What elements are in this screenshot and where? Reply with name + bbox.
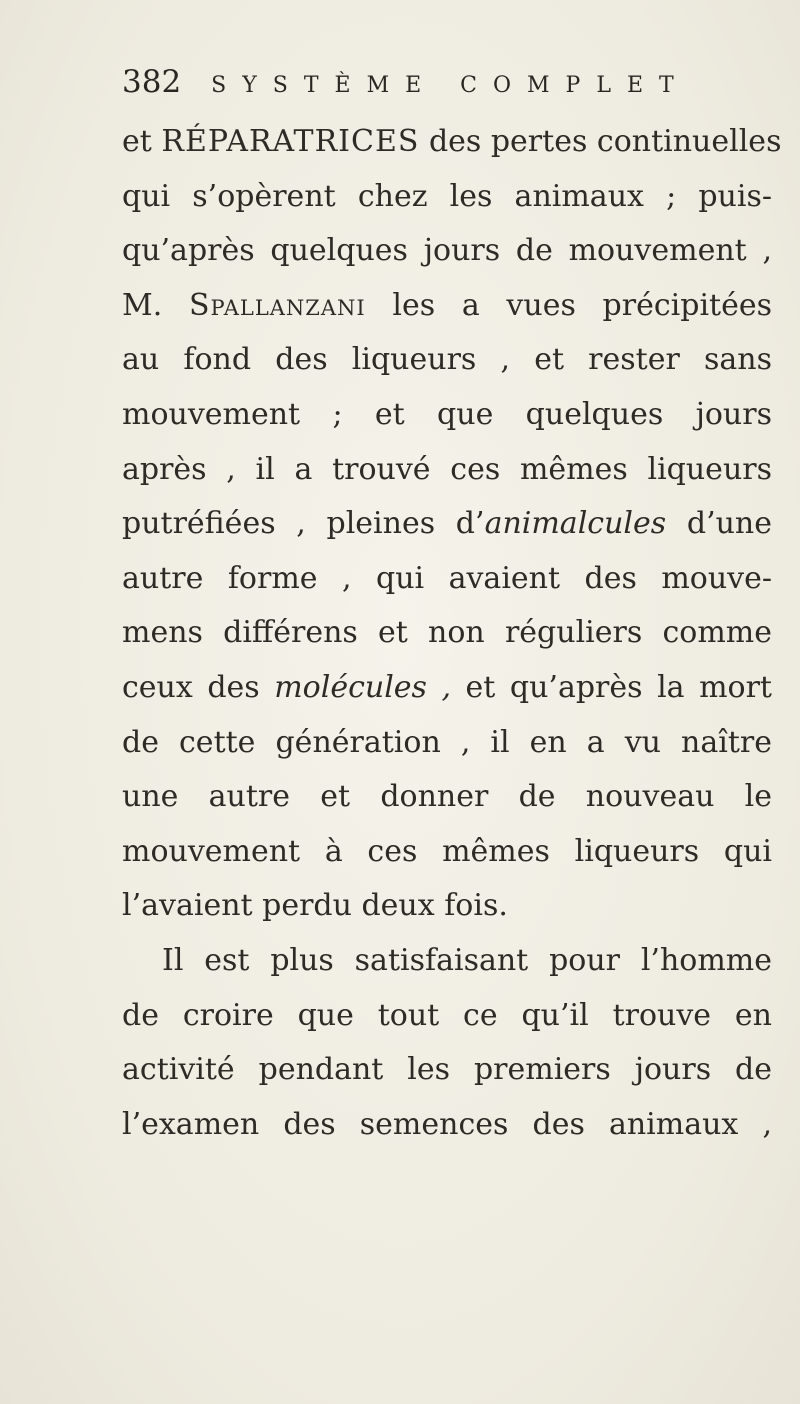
text-line: activité pendant les premiers jours de [122, 1052, 772, 1088]
body-text [122, 115, 782, 1152]
text-line: de cette génération , il en a vu naître [122, 724, 772, 760]
text-line: une autre et donner de nouveau le [122, 779, 772, 815]
text-line: Il est plus satisfaisant pour l’homme [162, 942, 772, 978]
author-name: Spallanzani [188, 287, 366, 323]
italic-term: molécules , [274, 669, 452, 705]
text-line: mouvement ; et que quelques jours [122, 396, 772, 432]
text-line: au fond des liqueurs , et rester sans [122, 342, 772, 378]
text-line: l’avaient perdu deux fois. [122, 888, 508, 924]
text-line: M. Spallanzani les a vues précipitées [122, 287, 772, 323]
small-caps-word: RÉPARATRICES [161, 124, 420, 159]
text-line: de croire que tout ce qu’il trouve en [122, 997, 772, 1033]
text-line: mouvement à ces mêmes liqueurs qui [122, 833, 772, 869]
text-line: après , il a trouvé ces mêmes liqueurs [122, 451, 772, 487]
running-title: SYSTÈME COMPLET [211, 73, 690, 98]
text-line: ceux des molécules , et qu’après la mort [122, 669, 772, 705]
page-number: 382 [122, 64, 182, 100]
text-line: et RÉPARATRICES des pertes continuelles [122, 124, 782, 159]
italic-term: animalcules [484, 506, 667, 542]
text-line: putréfiées , pleines d’animalcules d’une [122, 506, 772, 542]
text-line: l’examen des semences des animaux , [122, 1106, 772, 1142]
text-line: autre forme , qui avaient des mouve- [122, 560, 772, 596]
page-header [122, 64, 690, 112]
text-line: qu’après quelques jours de mouvement , [122, 233, 772, 269]
text-line: mens différens et non réguliers comme [122, 615, 772, 651]
text-line: qui s’opèrent chez les animaux ; puis- [122, 178, 772, 214]
